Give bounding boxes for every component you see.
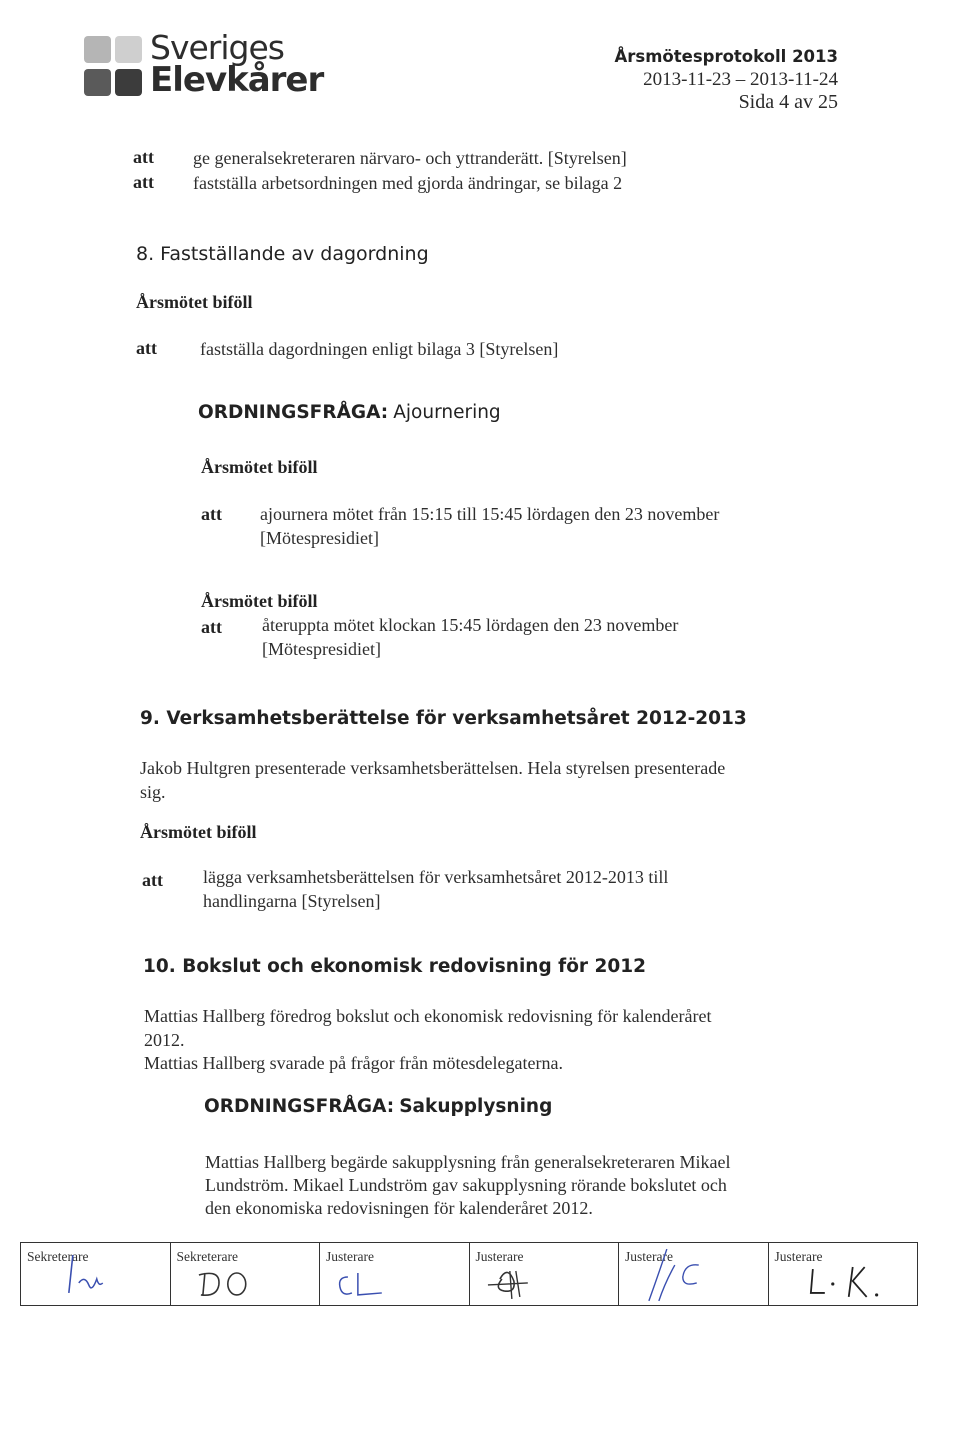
signature-cell-justerare-1 <box>320 1243 470 1305</box>
decision-heading: Årsmötet biföll <box>201 591 318 611</box>
handwritten-signature-icon <box>320 1243 469 1305</box>
handwritten-signature-icon <box>21 1243 170 1305</box>
decision-text: ge generalsekreteraren närvaro- och yttranderätt. [Styrelsen] <box>193 148 627 168</box>
ordningsfraga-ajournering-heading <box>198 402 501 423</box>
decision-text: lägga verksamhetsberättelsen för verksamhetsåret 2012-2013 till <box>203 867 669 887</box>
section-8-heading: 8. Fastställande av dagordning <box>136 243 429 265</box>
ordningsfraga-label: ORDNINGSFRÅGA: <box>198 402 389 423</box>
section-10-heading: 10. Bokslut och ekonomisk redovisning för 2012 <box>143 956 646 977</box>
decision-heading: Årsmötet biföll <box>136 292 253 312</box>
logo-line1: Sveriges <box>150 28 284 67</box>
signature-cell-justerare-4 <box>769 1243 918 1305</box>
logo-line2: Elevkårer <box>150 60 324 100</box>
logo-squares-icon <box>84 36 144 100</box>
ordningsfraga-title: Sakupplysning <box>399 1096 553 1117</box>
document-header <box>614 46 838 114</box>
signature-role: Justerare <box>625 1249 673 1264</box>
decision-text: [Mötespresidiet] <box>262 639 381 659</box>
ordningsfraga-sakupplysning-heading <box>204 1096 552 1117</box>
att-label: att <box>201 504 222 524</box>
signature-role: Sekreterare <box>27 1249 89 1264</box>
signature-role: Sekreterare <box>176 1249 238 1264</box>
handwritten-signature-icon <box>769 1243 918 1305</box>
att-label: att <box>142 870 163 890</box>
decision-heading: Årsmötet biföll <box>201 457 318 477</box>
handwritten-signature-icon <box>171 1243 320 1305</box>
document-dates: 2013-11-23 – 2013-11-24 <box>643 69 838 90</box>
paragraph: Mattias Hallberg svarade på frågor från mötesdelegaterna. <box>144 1053 563 1073</box>
paragraph: 2012. <box>144 1030 185 1050</box>
handwritten-signature-icon <box>470 1243 619 1305</box>
section-9-heading: 9. Verksamhetsberättelse för verksamhetsåret 2012-2013 <box>140 708 747 729</box>
decision-text: fastställa arbetsordningen med gjorda ändringar, se bilaga 2 <box>193 173 623 193</box>
ordningsfraga-label: ORDNINGSFRÅGA: <box>204 1096 395 1117</box>
sveriges-elevkarer-logo <box>84 28 324 100</box>
paragraph: Lundström. Mikael Lundström gav sakupplysning rörande bokslutet och <box>205 1175 727 1195</box>
signature-cell-secretary-2 <box>171 1243 321 1305</box>
document-title: Årsmötesprotokoll 2013 <box>614 47 838 66</box>
signature-table <box>20 1242 918 1306</box>
ordningsfraga-title: Ajournering <box>393 402 501 423</box>
att-label: att <box>133 172 154 192</box>
signature-role: Justerare <box>774 1249 823 1264</box>
decision-text: ajournera mötet från 15:15 till 15:45 lördagen den 23 november <box>260 504 720 524</box>
decision-heading: Årsmötet biföll <box>140 822 257 842</box>
att-label: att <box>136 338 157 358</box>
paragraph: sig. <box>140 782 166 802</box>
paragraph: Mattias Hallberg begärde sakupplysning från generalsekreteraren Mikael <box>205 1152 731 1172</box>
paragraph: Mattias Hallberg föredrog bokslut och ekonomisk redovisning för kalenderåret <box>144 1006 712 1026</box>
signature-role: Justerare <box>475 1249 524 1264</box>
handwritten-signature-icon <box>619 1243 768 1305</box>
decision-text: återuppta mötet klockan 15:45 lördagen den 23 november <box>262 615 679 635</box>
paragraph: den ekonomiska redovisningen för kalenderåret 2012. <box>205 1198 593 1218</box>
signature-cell-justerare-3 <box>619 1243 769 1305</box>
decision-text: [Mötespresidiet] <box>260 528 379 548</box>
signature-role: Justerare <box>326 1249 374 1264</box>
paragraph: Jakob Hultgren presenterade verksamhetsberättelsen. Hela styrelsen presenterade <box>140 758 726 778</box>
decision-text: fastställa dagordningen enligt bilaga 3 [Styrelsen] <box>200 339 559 359</box>
att-label: att <box>133 147 154 167</box>
page-number: Sida 4 av 25 <box>738 91 838 113</box>
signature-cell-secretary-1 <box>21 1243 171 1305</box>
decision-text: handlingarna [Styrelsen] <box>203 891 381 911</box>
signature-cell-justerare-2 <box>470 1243 620 1305</box>
att-label: att <box>201 617 222 637</box>
